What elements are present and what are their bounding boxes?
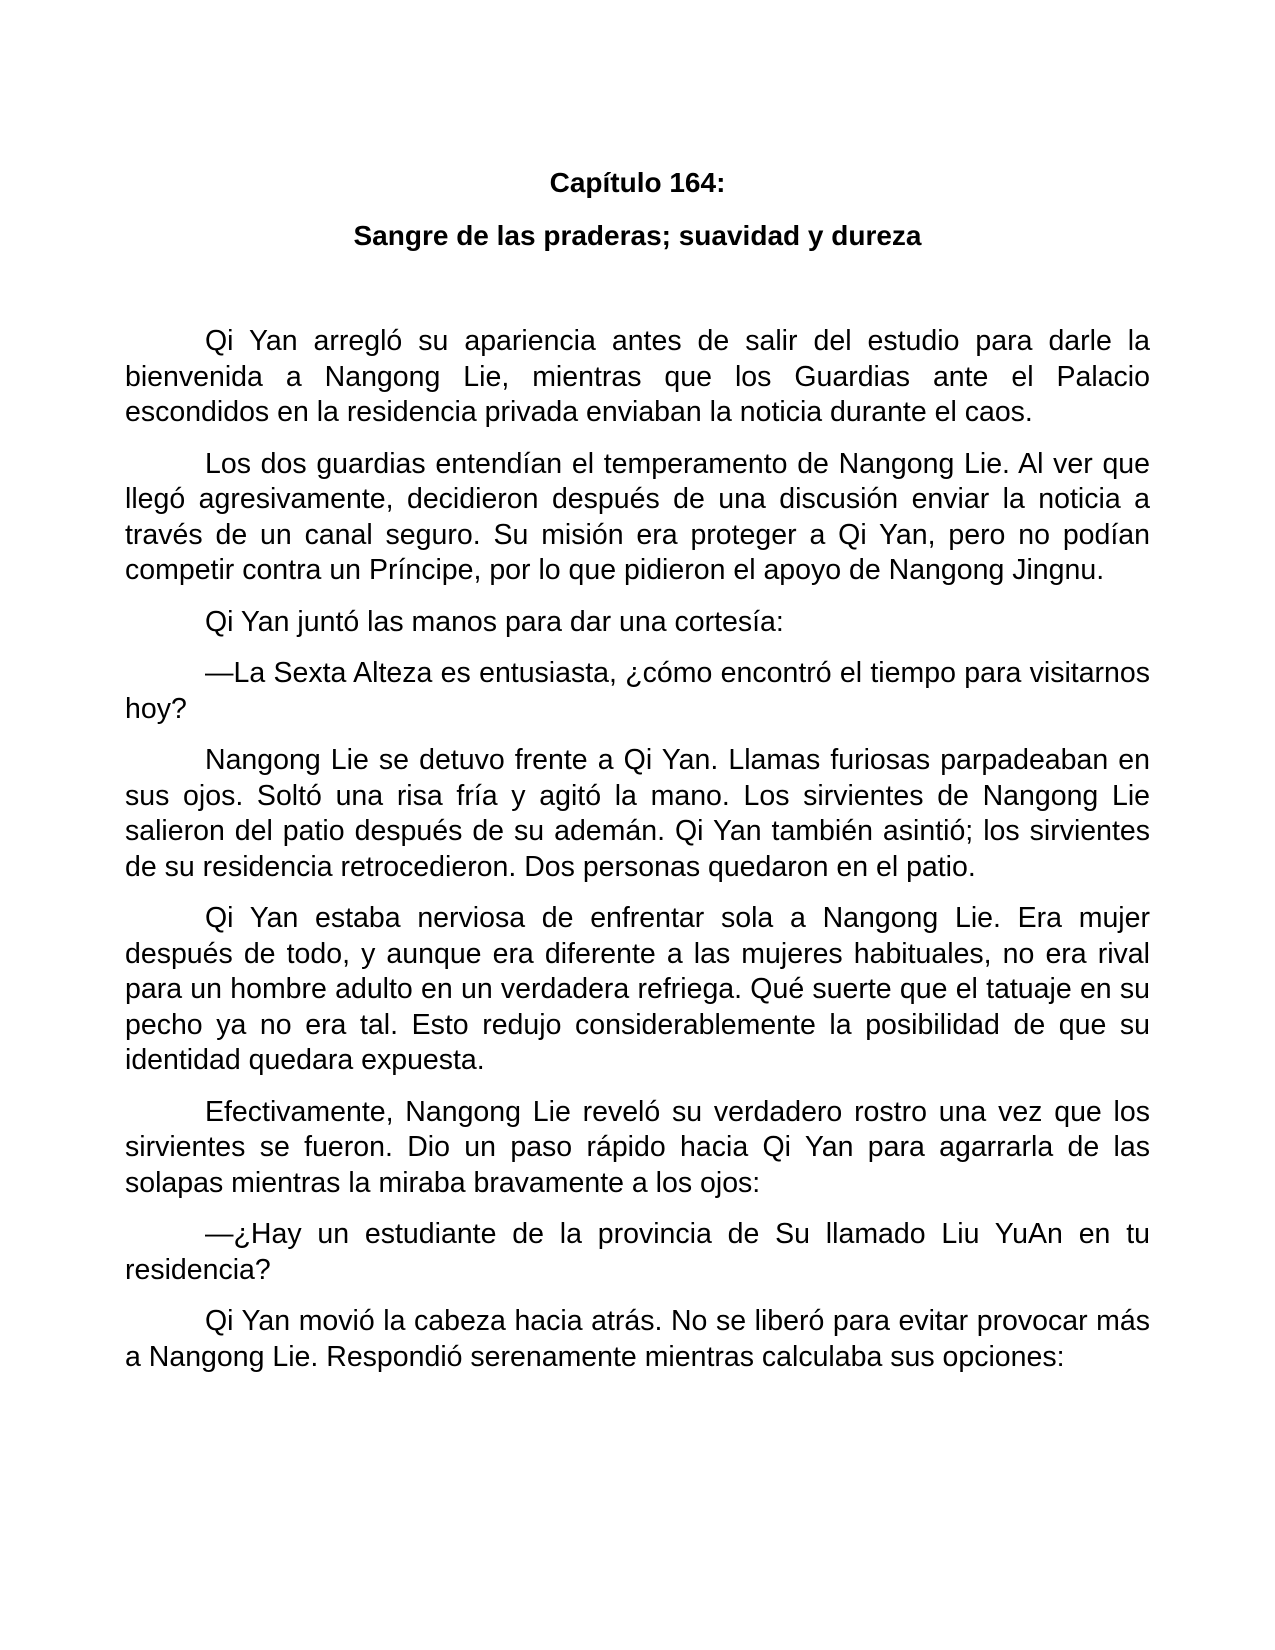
chapter-body xyxy=(125,324,1150,1391)
paragraph: Qi Yan movió la cabeza hacia atrás. No se liberó para evitar provocar más a Nangong Lie. Respondió serenamente mientras calculaba sus opciones: xyxy=(125,1305,1150,1373)
paragraph: Efectivamente, Nangong Lie reveló su verdadero rostro una vez que los sirvientes se fueron. Dio un paso rápido hacia Qi Yan para agarrarla de las solapas mientras la miraba bravamente a los ojos: xyxy=(125,1095,1150,1199)
chapter-subtitle: Sangre de las praderas; suavidad y dureza xyxy=(353,220,922,251)
paragraph: Los dos guardias entendían el temperamento de Nangong Lie. Al ver que llegó agresivamente, decidieron después de una discusión enviar la noticia a través de un canal seguro. Su misión era proteger a Qi Yan, pero no podían competir contra un Príncipe, por lo que pidieron el apoyo de Nangong Jingnu. xyxy=(125,447,1150,586)
paragraph: Qi Yan juntó las manos para dar una cortesía: xyxy=(205,605,784,638)
chapter-title: Capítulo 164: xyxy=(549,167,726,198)
dialogue-paragraph: —¿Hay un estudiante de la provincia de Su llamado Liu YuAn en tu residencia? xyxy=(125,1218,1150,1286)
paragraph: Qi Yan estaba nerviosa de enfrentar sola a Nangong Lie. Era mujer después de todo, y aunque era diferente a las mujeres habituales, no era rival para un hombre adulto en un verdadera refriega. Qué suerte que el tatuaje en su pecho ya no era tal. Esto redujo considerablemente la posibilidad de que su identidad quedara expuesta. xyxy=(125,902,1150,1076)
paragraph: Qi Yan arregló su apariencia antes de salir del estudio para darle la bienvenida a Nangong Lie, mientras que los Guardias ante el Palacio escondidos en la residencia privada enviaban la noticia durante el caos. xyxy=(125,325,1150,428)
paragraph: Nangong Lie se detuvo frente a Qi Yan. Llamas furiosas parpadeaban en sus ojos. Soltó una risa fría y agitó la mano. Los sirvientes de Nangong Lie salieron del patio después de su ademán. Qi Yan también asintió; los sirvientes de su residencia retrocedieron. Dos personas quedaron en el patio. xyxy=(125,744,1150,883)
dialogue-paragraph: —La Sexta Alteza es entusiasta, ¿cómo encontró el tiempo para visitarnos hoy? xyxy=(125,657,1150,725)
